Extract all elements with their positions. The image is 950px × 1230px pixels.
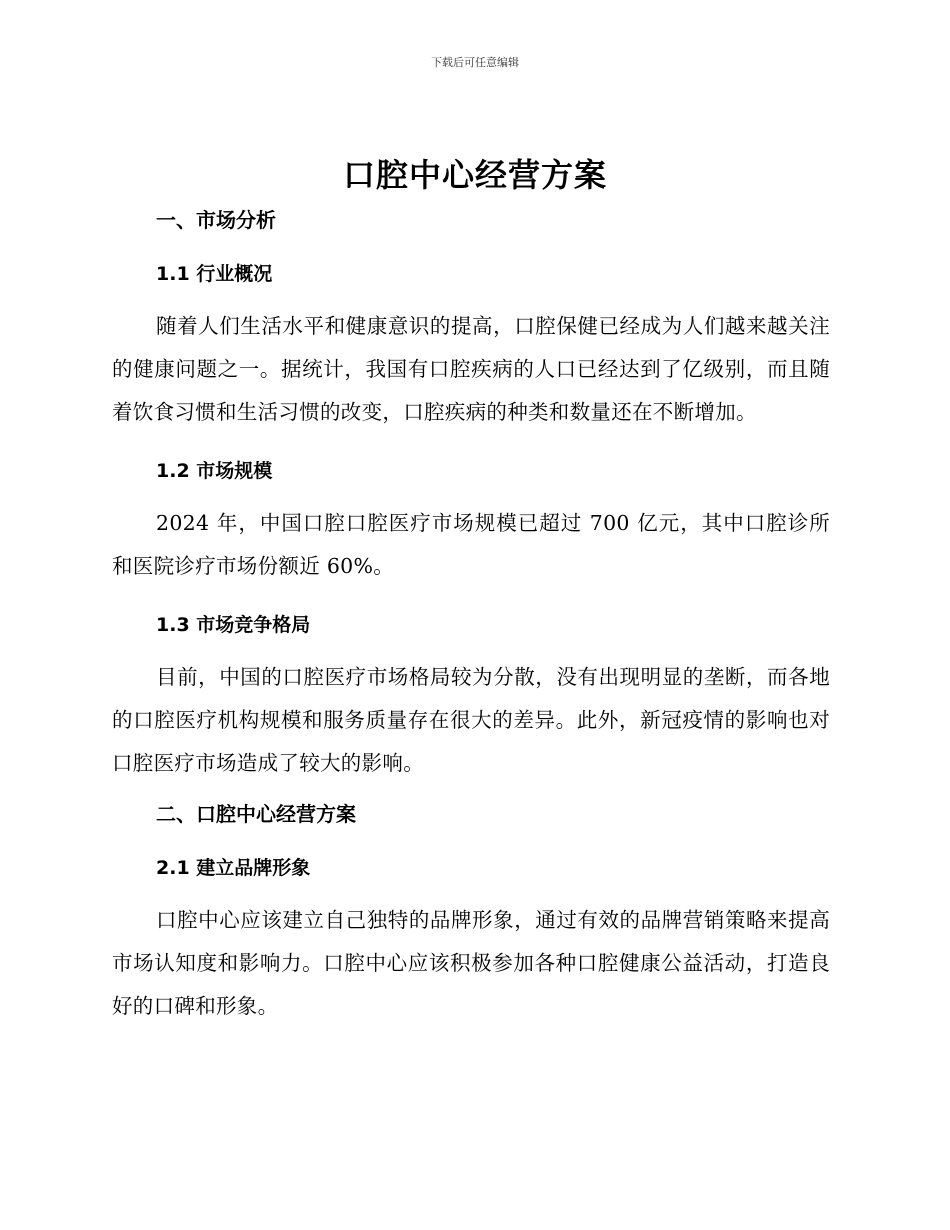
paragraph-brand-image: 口腔中心应该建立自己独特的品牌形象，通过有效的品牌营销策略来提高市场认知度和影响力。口腔中心应该积极参加各种口腔健康公益活动，打造良好的口碑和形象。 [112,908,830,1018]
section-heading-operation-plan: 二、口腔中心经营方案 [156,802,356,826]
document-title: 口腔中心经营方案 [342,156,607,194]
subsection-heading-brand-image: 2.1 建立品牌形象 [156,857,311,879]
paragraph-market-size: 2024 年，中国口腔口腔医疗市场规模已超过 700 亿元，其中口腔诊所和医院诊疗市场份额近 60%。 [112,511,830,578]
page-header-note: 下载后可任意编辑 [431,56,519,69]
paragraph-industry-overview: 随着人们生活水平和健康意识的提高，口腔保健已经成为人们越来越关注的健康问题之一。据统计，我国有口腔疾病的人口已经达到了亿级别，而且随着饮食习惯和生活习惯的改变，口腔疾病的种类和数量还在不断增加。 [112,314,830,424]
subsection-heading-competition: 1.3 市场竞争格局 [156,614,311,636]
subsection-heading-market-size: 1.2 市场规模 [156,460,273,482]
subsection-heading-industry-overview: 1.1 行业概况 [156,263,273,285]
section-heading-market-analysis: 一、市场分析 [156,208,276,232]
document-body [112,203,830,1028]
paragraph-competition: 目前，中国的口腔医疗市场格局较为分散，没有出现明显的垄断，而各地的口腔医疗机构规模和服务质量存在很大的差异。此外，新冠疫情的影响也对口腔医疗市场造成了较大的影响。 [112,665,830,775]
